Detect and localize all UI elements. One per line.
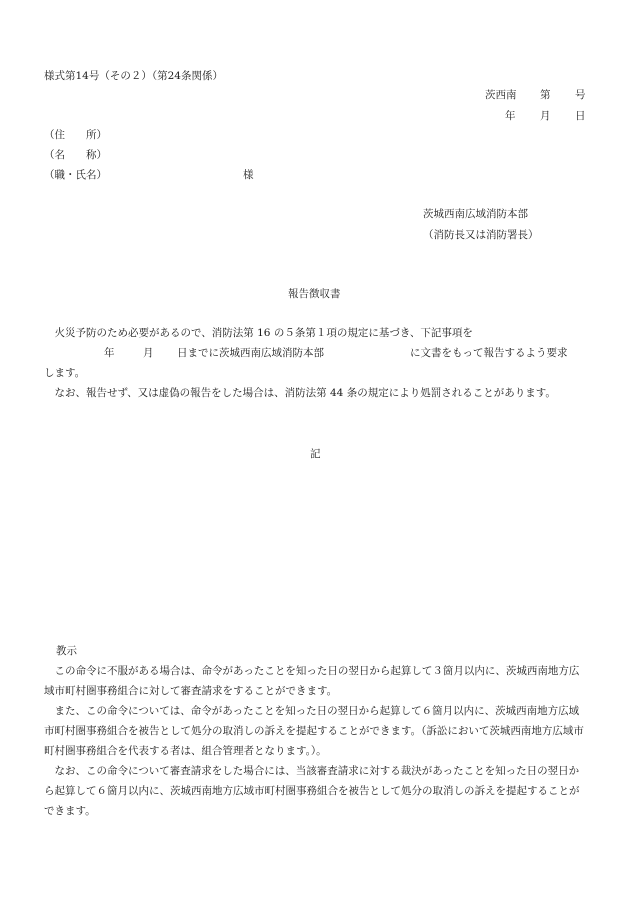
recipient-honorific: 様 xyxy=(243,169,254,181)
body-day-until: 日までに茨城西南広域消防本部 xyxy=(177,347,324,359)
notice-section xyxy=(44,641,589,821)
date-day: 日 xyxy=(575,110,586,122)
body-paragraph2: なお、報告せず、又は虚偽の報告をした場合は、消防法第 44 条の規定により処罰されることがあります。 xyxy=(54,387,556,399)
form-number: 様式第14号（その２）（第24条関係） xyxy=(44,70,223,82)
ki-marker: 記 xyxy=(310,448,321,460)
body-year: 年 xyxy=(104,347,115,359)
doc-number-prefix: 茨西南 xyxy=(485,89,517,101)
body-line3: します。 xyxy=(44,367,86,379)
sender-chief: （消防長又は消防署長） xyxy=(423,229,539,241)
notice-paragraph3: なお、この命令について審査請求をした場合には、当該審査請求に対する裁決があったことを知った日の翌日から起算して６箇月以内に、茨城西南地方広域市町村圏事務組合を被告として処分の取消しの訴えを提起することができます。 xyxy=(44,765,580,817)
doc-number-go: 号 xyxy=(575,89,586,101)
body-line1: 火災予防のため必要があるので、消防法第 16 の５条第１項の規定に基づき、下記事項を xyxy=(54,327,473,339)
body-month: 月 xyxy=(143,347,154,359)
notice-heading: 教示 xyxy=(56,645,77,657)
request-body xyxy=(44,323,589,403)
recipient-name-label: （名 称） xyxy=(44,149,107,161)
recipient-address-label: （住 所） xyxy=(44,129,107,141)
document-title: 報告徴収書 xyxy=(288,288,341,300)
notice-paragraph1: この命令に不服がある場合は、命令があったことを知った日の翌日から起算して３箇月以内に、茨城西南地方広域市町村圏事務組合に対して審査請求をすることができます。 xyxy=(44,665,580,697)
recipient-title-label: （職・氏名） xyxy=(44,169,107,181)
notice-paragraph2: また、この命令については、命令があったことを知った日の翌日から起算して６箇月以内に、茨城西南地方広域市町村圏事務組合を被告として処分の取消しの訴えを提起することができます。（訴訟において茨城西南地方広域市町村圏事務組合を代表する者は、組合管理者となります。）。 xyxy=(44,705,584,757)
date-month: 月 xyxy=(540,110,551,122)
date-year: 年 xyxy=(505,110,516,122)
body-line2 xyxy=(44,343,589,363)
sender-org: 茨城西南広域消防本部 xyxy=(423,208,528,220)
doc-number-dai: 第 xyxy=(540,89,551,101)
body-line2-end: に文書をもって報告するよう要求 xyxy=(410,347,568,359)
